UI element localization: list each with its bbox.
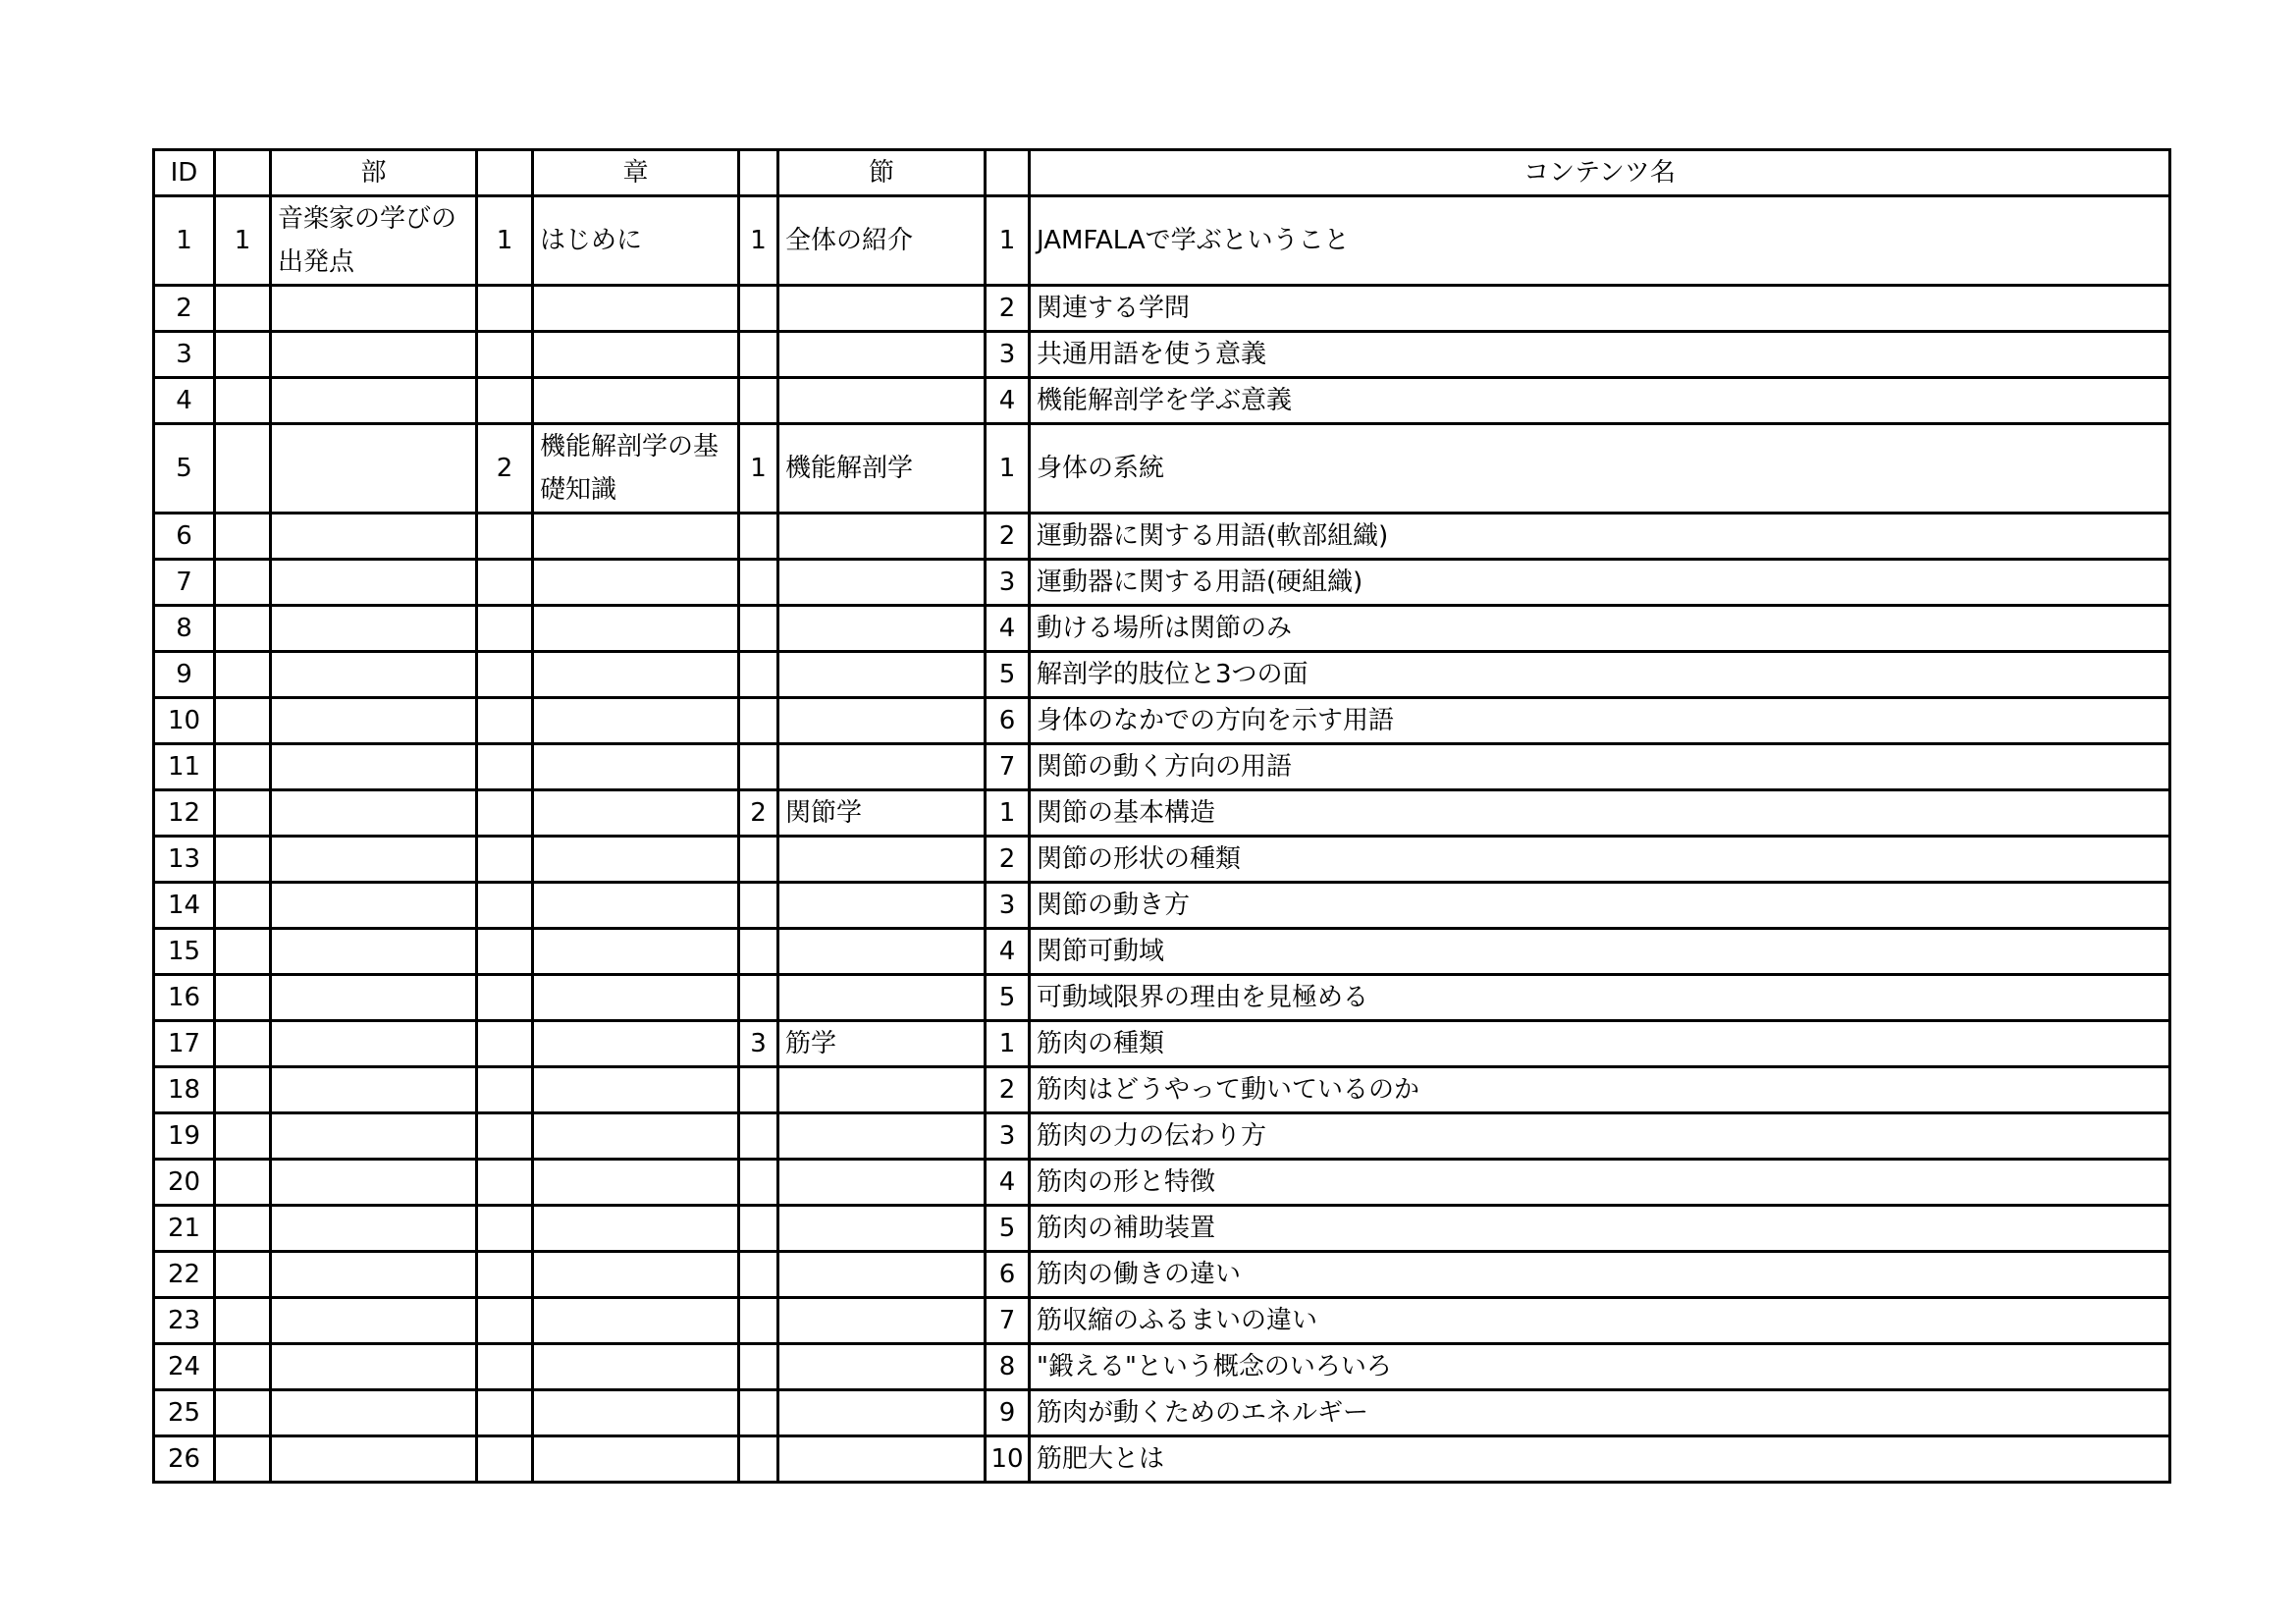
cell-part: 音楽家の学びの出発点 <box>271 196 477 286</box>
header-row <box>154 150 2170 196</box>
cell-section-number <box>739 929 778 975</box>
cell-chapter-number <box>477 1390 533 1436</box>
cell-id: 23 <box>154 1298 215 1344</box>
cell-chapter <box>533 514 739 560</box>
cell-section <box>778 1436 986 1483</box>
cell-section-number <box>739 1206 778 1252</box>
cell-section <box>778 1206 986 1252</box>
cell-part-number <box>215 698 271 744</box>
cell-chapter-number <box>477 606 533 652</box>
cell-section: 筋学 <box>778 1021 986 1067</box>
cell-content-name: 関連する学問 <box>1030 286 2170 332</box>
cell-content-number: 9 <box>986 1390 1030 1436</box>
cell-content-number: 4 <box>986 378 1030 424</box>
cell-id: 17 <box>154 1021 215 1067</box>
table-row <box>154 1252 2170 1298</box>
cell-chapter-number <box>477 1067 533 1113</box>
cell-chapter-number <box>477 332 533 378</box>
table-row <box>154 975 2170 1021</box>
cell-section-number: 3 <box>739 1021 778 1067</box>
header-section: 節 <box>778 150 986 196</box>
cell-chapter-number: 1 <box>477 196 533 286</box>
cell-part-number <box>215 424 271 514</box>
cell-content-number: 1 <box>986 1021 1030 1067</box>
table-row <box>154 744 2170 790</box>
cell-section <box>778 1160 986 1206</box>
cell-section-number <box>739 1436 778 1483</box>
cell-section-number: 2 <box>739 790 778 837</box>
cell-part-number <box>215 1021 271 1067</box>
cell-content-name: 筋肉が動くためのエネルギー <box>1030 1390 2170 1436</box>
cell-part <box>271 560 477 606</box>
cell-id: 1 <box>154 196 215 286</box>
cell-chapter: はじめに <box>533 196 739 286</box>
header-part-number <box>215 150 271 196</box>
header-chapter-number <box>477 150 533 196</box>
table-row <box>154 424 2170 514</box>
cell-section-number <box>739 606 778 652</box>
header-chapter: 章 <box>533 150 739 196</box>
cell-section-number <box>739 883 778 929</box>
cell-part-number <box>215 286 271 332</box>
cell-content-number: 1 <box>986 424 1030 514</box>
cell-content-name: 共通用語を使う意義 <box>1030 332 2170 378</box>
cell-section-number: 1 <box>739 196 778 286</box>
cell-part-number <box>215 1206 271 1252</box>
cell-content-number: 8 <box>986 1344 1030 1390</box>
cell-chapter <box>533 929 739 975</box>
cell-part <box>271 286 477 332</box>
table-row <box>154 698 2170 744</box>
cell-part-number <box>215 1390 271 1436</box>
cell-section <box>778 975 986 1021</box>
cell-section-number <box>739 514 778 560</box>
cell-content-number: 2 <box>986 514 1030 560</box>
cell-section <box>778 514 986 560</box>
cell-section <box>778 378 986 424</box>
cell-chapter <box>533 378 739 424</box>
cell-chapter <box>533 606 739 652</box>
cell-content-name: 機能解剖学を学ぶ意義 <box>1030 378 2170 424</box>
cell-part-number <box>215 1298 271 1344</box>
cell-id: 21 <box>154 1206 215 1252</box>
cell-part-number: 1 <box>215 196 271 286</box>
cell-chapter <box>533 332 739 378</box>
cell-chapter-number <box>477 286 533 332</box>
cell-content-number: 1 <box>986 196 1030 286</box>
table-row <box>154 790 2170 837</box>
cell-section <box>778 560 986 606</box>
cell-id: 15 <box>154 929 215 975</box>
cell-chapter <box>533 698 739 744</box>
cell-chapter <box>533 744 739 790</box>
cell-section <box>778 332 986 378</box>
cell-part <box>271 424 477 514</box>
cell-content-name: 筋肉はどうやって動いているのか <box>1030 1067 2170 1113</box>
cell-content-number: 3 <box>986 332 1030 378</box>
cell-chapter <box>533 1206 739 1252</box>
cell-id: 24 <box>154 1344 215 1390</box>
cell-id: 8 <box>154 606 215 652</box>
cell-chapter-number <box>477 975 533 1021</box>
cell-chapter-number <box>477 378 533 424</box>
cell-section-number <box>739 975 778 1021</box>
cell-id: 12 <box>154 790 215 837</box>
cell-part <box>271 883 477 929</box>
header-content-name: コンテンツ名 <box>1030 150 2170 196</box>
cell-content-number: 6 <box>986 1252 1030 1298</box>
cell-part <box>271 929 477 975</box>
cell-chapter <box>533 975 739 1021</box>
cell-section <box>778 837 986 883</box>
cell-chapter-number <box>477 790 533 837</box>
cell-content-name: 関節可動域 <box>1030 929 2170 975</box>
cell-id: 3 <box>154 332 215 378</box>
cell-content-name: 筋肉の働きの違い <box>1030 1252 2170 1298</box>
cell-part <box>271 790 477 837</box>
cell-content-number: 7 <box>986 744 1030 790</box>
cell-chapter <box>533 837 739 883</box>
table-row <box>154 196 2170 286</box>
cell-section <box>778 698 986 744</box>
table-row <box>154 1113 2170 1160</box>
cell-content-name: 運動器に関する用語(軟部組織) <box>1030 514 2170 560</box>
cell-id: 13 <box>154 837 215 883</box>
cell-section <box>778 1113 986 1160</box>
table-body <box>154 196 2170 1483</box>
cell-part <box>271 1436 477 1483</box>
cell-part-number <box>215 744 271 790</box>
table-row <box>154 332 2170 378</box>
cell-part-number <box>215 606 271 652</box>
cell-part-number <box>215 332 271 378</box>
cell-part <box>271 1113 477 1160</box>
cell-section-number <box>739 837 778 883</box>
cell-chapter-number <box>477 1298 533 1344</box>
cell-part-number <box>215 790 271 837</box>
cell-id: 2 <box>154 286 215 332</box>
table-row <box>154 837 2170 883</box>
cell-part <box>271 975 477 1021</box>
cell-section: 関節学 <box>778 790 986 837</box>
cell-section-number <box>739 1390 778 1436</box>
cell-section: 全体の紹介 <box>778 196 986 286</box>
cell-id: 22 <box>154 1252 215 1298</box>
cell-content-name: 解剖学的肢位と3つの面 <box>1030 652 2170 698</box>
cell-part <box>271 1067 477 1113</box>
cell-content-number: 10 <box>986 1436 1030 1483</box>
cell-chapter-number <box>477 744 533 790</box>
cell-content-name: 身体の系統 <box>1030 424 2170 514</box>
cell-content-name: 関節の基本構造 <box>1030 790 2170 837</box>
cell-chapter: 機能解剖学の基礎知識 <box>533 424 739 514</box>
cell-section <box>778 286 986 332</box>
cell-id: 26 <box>154 1436 215 1483</box>
cell-id: 7 <box>154 560 215 606</box>
cell-part-number <box>215 1113 271 1160</box>
cell-part <box>271 606 477 652</box>
cell-content-name: 筋肉の種類 <box>1030 1021 2170 1067</box>
cell-chapter-number <box>477 560 533 606</box>
cell-chapter <box>533 1021 739 1067</box>
cell-part-number <box>215 883 271 929</box>
header-id: ID <box>154 150 215 196</box>
cell-chapter <box>533 652 739 698</box>
cell-chapter-number <box>477 652 533 698</box>
cell-part-number <box>215 378 271 424</box>
cell-section-number <box>739 1298 778 1344</box>
cell-chapter <box>533 560 739 606</box>
cell-content-number: 2 <box>986 286 1030 332</box>
table-row <box>154 1067 2170 1113</box>
cell-content-number: 5 <box>986 652 1030 698</box>
table-row <box>154 1021 2170 1067</box>
cell-content-name: 筋収縮のふるまいの違い <box>1030 1298 2170 1344</box>
cell-part-number <box>215 1160 271 1206</box>
cell-id: 5 <box>154 424 215 514</box>
cell-chapter <box>533 1390 739 1436</box>
cell-part-number <box>215 1252 271 1298</box>
table-row <box>154 1390 2170 1436</box>
cell-id: 19 <box>154 1113 215 1160</box>
cell-section-number <box>739 1113 778 1160</box>
header-part: 部 <box>271 150 477 196</box>
cell-chapter <box>533 1252 739 1298</box>
cell-chapter <box>533 1067 739 1113</box>
cell-part-number <box>215 514 271 560</box>
table-row <box>154 1160 2170 1206</box>
cell-part <box>271 514 477 560</box>
table-row <box>154 378 2170 424</box>
cell-id: 11 <box>154 744 215 790</box>
cell-content-name: JAMFALAで学ぶということ <box>1030 196 2170 286</box>
cell-section-number <box>739 698 778 744</box>
cell-part <box>271 1252 477 1298</box>
cell-chapter-number <box>477 1252 533 1298</box>
cell-part <box>271 837 477 883</box>
header-content-number <box>986 150 1030 196</box>
cell-chapter-number <box>477 883 533 929</box>
cell-section-number <box>739 378 778 424</box>
cell-id: 20 <box>154 1160 215 1206</box>
cell-content-number: 1 <box>986 790 1030 837</box>
cell-content-number: 2 <box>986 1067 1030 1113</box>
cell-part-number <box>215 975 271 1021</box>
cell-content-number: 3 <box>986 560 1030 606</box>
cell-part <box>271 1021 477 1067</box>
cell-part-number <box>215 560 271 606</box>
table-row <box>154 1344 2170 1390</box>
cell-section-number <box>739 1160 778 1206</box>
cell-section <box>778 1298 986 1344</box>
cell-chapter-number <box>477 514 533 560</box>
cell-section <box>778 1344 986 1390</box>
cell-chapter-number <box>477 1436 533 1483</box>
cell-part <box>271 1344 477 1390</box>
cell-id: 9 <box>154 652 215 698</box>
table-row <box>154 1436 2170 1483</box>
cell-part <box>271 744 477 790</box>
cell-section-number <box>739 1067 778 1113</box>
cell-content-name: 関節の動く方向の用語 <box>1030 744 2170 790</box>
cell-content-name: 身体のなかでの方向を示す用語 <box>1030 698 2170 744</box>
cell-content-number: 2 <box>986 837 1030 883</box>
cell-content-number: 6 <box>986 698 1030 744</box>
cell-id: 4 <box>154 378 215 424</box>
cell-part <box>271 332 477 378</box>
cell-content-name: 筋肉の形と特徴 <box>1030 1160 2170 1206</box>
cell-content-number: 4 <box>986 1160 1030 1206</box>
cell-section-number <box>739 744 778 790</box>
cell-content-number: 3 <box>986 1113 1030 1160</box>
cell-id: 10 <box>154 698 215 744</box>
cell-content-name: 筋肥大とは <box>1030 1436 2170 1483</box>
table-row <box>154 883 2170 929</box>
cell-chapter <box>533 286 739 332</box>
cell-chapter-number <box>477 929 533 975</box>
cell-content-name: 関節の動き方 <box>1030 883 2170 929</box>
cell-section-number <box>739 286 778 332</box>
cell-part <box>271 1206 477 1252</box>
cell-chapter-number <box>477 1021 533 1067</box>
cell-part-number <box>215 652 271 698</box>
cell-content-name: 動ける場所は関節のみ <box>1030 606 2170 652</box>
cell-chapter <box>533 1344 739 1390</box>
cell-section <box>778 652 986 698</box>
cell-chapter-number <box>477 1206 533 1252</box>
cell-section-number <box>739 652 778 698</box>
cell-chapter-number <box>477 1344 533 1390</box>
cell-part-number <box>215 1344 271 1390</box>
cell-chapter-number: 2 <box>477 424 533 514</box>
cell-part <box>271 1390 477 1436</box>
cell-chapter-number <box>477 1160 533 1206</box>
cell-content-number: 4 <box>986 929 1030 975</box>
cell-section-number <box>739 560 778 606</box>
cell-content-number: 3 <box>986 883 1030 929</box>
cell-id: 14 <box>154 883 215 929</box>
cell-section-number <box>739 332 778 378</box>
cell-chapter <box>533 1436 739 1483</box>
cell-section: 機能解剖学 <box>778 424 986 514</box>
cell-part <box>271 378 477 424</box>
cell-content-name: 関節の形状の種類 <box>1030 837 2170 883</box>
cell-chapter <box>533 1160 739 1206</box>
cell-id: 6 <box>154 514 215 560</box>
cell-section <box>778 929 986 975</box>
cell-chapter <box>533 790 739 837</box>
cell-id: 25 <box>154 1390 215 1436</box>
cell-id: 18 <box>154 1067 215 1113</box>
cell-chapter-number <box>477 1113 533 1160</box>
cell-part-number <box>215 1067 271 1113</box>
cell-content-name: 運動器に関する用語(硬組織) <box>1030 560 2170 606</box>
cell-part <box>271 698 477 744</box>
cell-part-number <box>215 837 271 883</box>
cell-content-number: 5 <box>986 975 1030 1021</box>
table-row <box>154 1298 2170 1344</box>
table-row <box>154 652 2170 698</box>
cell-content-name: "鍛える"という概念のいろいろ <box>1030 1344 2170 1390</box>
cell-section <box>778 1067 986 1113</box>
cell-section-number: 1 <box>739 424 778 514</box>
table-row <box>154 286 2170 332</box>
cell-content-name: 筋肉の力の伝わり方 <box>1030 1113 2170 1160</box>
contents-table <box>152 148 2171 1484</box>
table-row <box>154 1206 2170 1252</box>
cell-part <box>271 1298 477 1344</box>
cell-chapter-number <box>477 837 533 883</box>
cell-content-name: 筋肉の補助装置 <box>1030 1206 2170 1252</box>
cell-section <box>778 606 986 652</box>
cell-content-number: 5 <box>986 1206 1030 1252</box>
cell-chapter <box>533 883 739 929</box>
cell-section <box>778 1252 986 1298</box>
cell-content-name: 可動域限界の理由を見極める <box>1030 975 2170 1021</box>
cell-section <box>778 744 986 790</box>
table-row <box>154 929 2170 975</box>
cell-section <box>778 883 986 929</box>
cell-content-number: 4 <box>986 606 1030 652</box>
cell-chapter-number <box>477 698 533 744</box>
header-section-number <box>739 150 778 196</box>
cell-section-number <box>739 1252 778 1298</box>
table-row <box>154 560 2170 606</box>
cell-part <box>271 652 477 698</box>
cell-part-number <box>215 929 271 975</box>
cell-part-number <box>215 1436 271 1483</box>
cell-id: 16 <box>154 975 215 1021</box>
contents-table-sheet <box>152 148 2168 1474</box>
table-row <box>154 606 2170 652</box>
cell-part <box>271 1160 477 1206</box>
cell-chapter <box>533 1298 739 1344</box>
cell-section-number <box>739 1344 778 1390</box>
cell-section <box>778 1390 986 1436</box>
table-row <box>154 514 2170 560</box>
cell-chapter <box>533 1113 739 1160</box>
cell-content-number: 7 <box>986 1298 1030 1344</box>
